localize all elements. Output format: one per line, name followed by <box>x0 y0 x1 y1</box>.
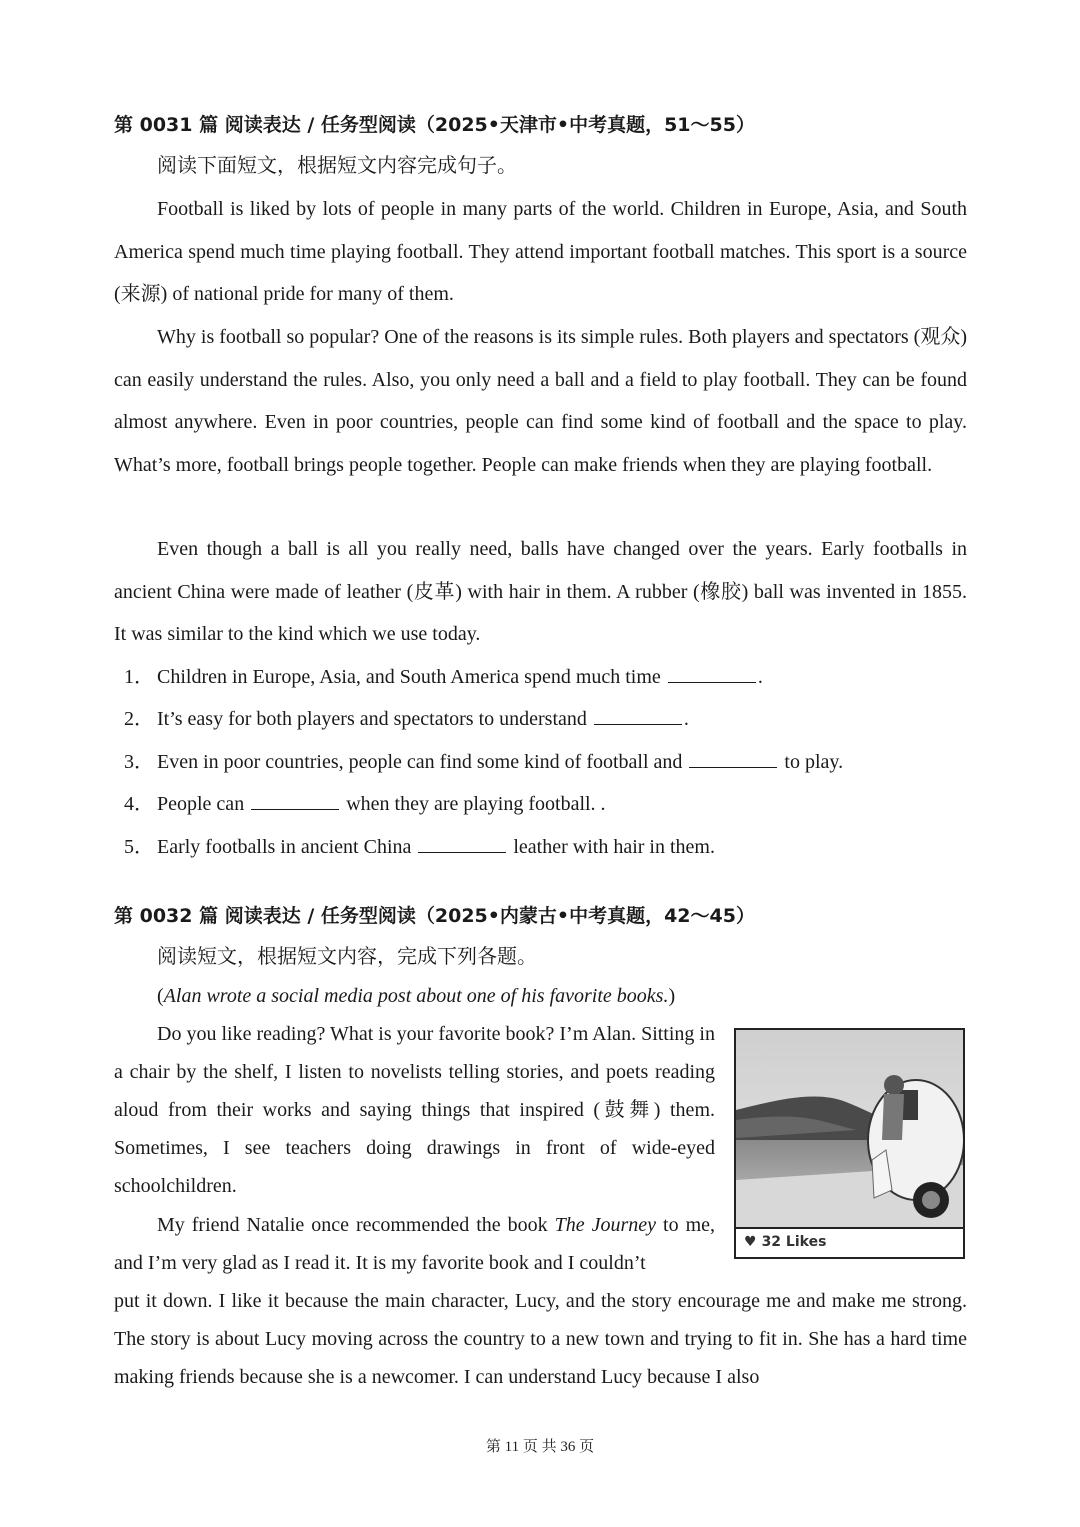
passage-paragraph: Football is liked by lots of people in many parts of the world. Children in Europe, Asia, and South America spend much time playing football. They attend important football matches. This sport is a source (来源) of national pride for many of them. <box>114 198 967 305</box>
note-paren: ) <box>668 985 676 1007</box>
question-item <box>124 664 964 690</box>
note-text: Alan wrote a social media post about one of his favorite books. <box>163 985 669 1007</box>
question-item <box>124 706 964 732</box>
question-number: 3． <box>124 751 154 773</box>
social-media-photo <box>734 1028 965 1259</box>
paragraph-text: to me, and I’m very glad as I read it. It is my favorite book and I couldn’t <box>114 1214 716 1274</box>
question-text: People can <box>157 793 250 815</box>
section-heading: 第 0031 篇 阅读表达 / 任务型阅读（2025•天津市•中考真题，51～55） <box>114 114 755 136</box>
page-footer: 第 11 页 共 36 页 <box>485 1439 595 1455</box>
question-text: . <box>683 708 689 730</box>
question-text: leather with hair in them. <box>508 836 715 858</box>
heart-icon: ♥ <box>744 1234 757 1250</box>
question-item <box>124 749 964 775</box>
answer-blank[interactable] <box>594 707 682 725</box>
question-text: Children in Europe, Asia, and South America spend much time <box>157 666 666 688</box>
instruction: 阅读短文，根据短文内容，完成下列各题。 <box>157 946 537 968</box>
question-text: It’s easy for both players and spectators to understand <box>157 708 592 730</box>
answer-blank[interactable] <box>418 835 506 853</box>
passage-paragraph: put it down. I like it because the main character, Lucy, and the story encourage me and make me strong. The story is about Lucy moving across the country to a new town and trying to fit in. She has a hard time making friends because she is a newcomer. I can understand Lucy because I also <box>114 1290 967 1388</box>
likes-count: 32 Likes <box>761 1234 827 1250</box>
question-text: Early footballs in ancient China <box>157 836 417 858</box>
paragraph-text: My friend Natalie once recommended the book <box>157 1214 555 1236</box>
passage-paragraph: Why is football so popular? One of the reasons is its simple rules. Both players and spectators (观众) can easily understand the rules. Also, you only need a ball and a field to play football. They can be found almost anywhere. Even in poor countries, people can find some kind of football and the space to play. What’s more, football brings people together. People can make friends when they are playing football. <box>114 326 967 476</box>
answer-blank[interactable] <box>668 665 756 683</box>
question-number: 4． <box>124 793 154 815</box>
question-number: 1． <box>124 666 154 688</box>
question-text: when they are playing football. . <box>341 793 606 815</box>
likes-bar <box>736 1227 963 1257</box>
answer-blank[interactable] <box>689 750 777 768</box>
passage-paragraph <box>114 1206 715 1282</box>
instruction: 阅读下面短文，根据短文内容完成句子。 <box>157 155 517 177</box>
question-text: . <box>757 666 763 688</box>
question-text: to play. <box>779 751 844 773</box>
question-item <box>124 791 964 817</box>
context-note <box>157 983 957 1009</box>
section-heading: 第 0032 篇 阅读表达 / 任务型阅读（2025•内蒙古•中考真题，42～45） <box>114 905 755 927</box>
question-number: 5． <box>124 836 154 858</box>
question-number: 2． <box>124 708 154 730</box>
book-title: The Journey <box>554 1214 657 1236</box>
question-text: Even in poor countries, people can find some kind of football and <box>157 751 688 773</box>
note-paren: ( <box>157 985 164 1007</box>
answer-blank[interactable] <box>251 792 339 810</box>
passage-paragraph: Do you like reading? What is your favorite book? I’m Alan. Sitting in a chair by the shelf, I listen to novelists telling stories, and poets reading aloud from their works and saying things that inspired (鼓舞) them. Sometimes, I see teachers doing drawings in front of wide-eyed schoolchildren. <box>114 1023 715 1197</box>
passage-paragraph: Even though a ball is all you really need, balls have changed over the years. Early footballs in ancient China were made of leather (皮革) with hair in them. A rubber (橡胶) ball was invented in 1855. It was similar to the kind which we use today. <box>114 538 967 645</box>
beach-photo-image <box>736 1030 963 1227</box>
question-item <box>124 834 964 860</box>
